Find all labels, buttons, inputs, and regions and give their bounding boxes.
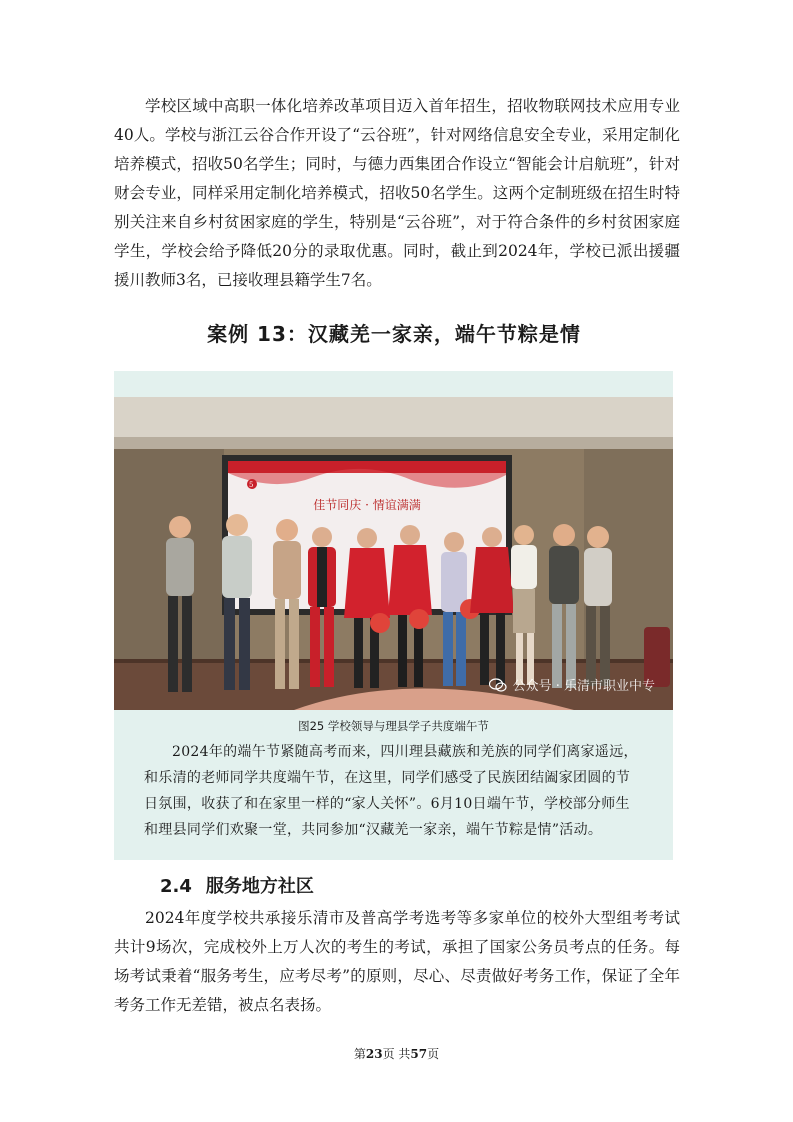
case-description: 2024年的端午节紧随高考而来，四川理县藏族和羌族的同学们离家遥远，和乐清的老师同学共度端午节，在这里，同学们感受了民族团结阖家团圆的节日氛围，收获了和在家里一样的“家人关怀”。6月10日端午节，学校部分师生和理县同学们欢聚一堂，共同参加“汉藏羌一家亲，端午节粽是情”活动。 (144, 744, 638, 838)
wechat-icon (489, 678, 507, 692)
section-heading (160, 872, 314, 898)
screen-badge: 5 (249, 481, 254, 489)
section-number: 2.4 (160, 876, 192, 897)
footer-page-number: 23 (365, 1047, 383, 1061)
footer-middle: 页 共 (382, 1047, 411, 1061)
intro-paragraph: 学校区域中高职一体化培养改革项目迈入首年招生，招收物联网技术应用专业40人。学校与浙江云谷合作开设了“云谷班”，针对网络信息安全专业，采用定制化培养模式，招收50名学生；同时，与德力西集团合作设立“智能会计启航班”，针对财会专业，同样采用定制化培养模式，招收50名学生。这两个定制班级在招生时特别关注来自乡村贫困家庭的学生，特别是“云谷班”，对于符合条件的乡村贫困家庭学生，学校会给予降低20分的录取优惠。同时，截止到2024年，学校已派出援疆援川教师3名，已接收理县籍学生7名。 (114, 97, 680, 289)
footer-total-pages: 57 (410, 1047, 428, 1061)
screen-title: 佳节同庆 · 情谊满满 (313, 498, 421, 512)
watermark-text: 公众号 · 乐清市职业中专 (512, 679, 655, 694)
service-paragraph: 2024年度学校共承接乐清市及普高学考选考等多家单位的校外大型组考考试共计9场次，完成校外上万人次的考生的考试，承担了国家公务员考点的任务。每场考试秉着“服务考生，应考尽考”的原则，尽心、尽责做好考务工作，保证了全年考务工作无差错，被点名表扬。 (114, 909, 680, 1014)
case-title: 案例 13：汉藏羌一家亲，端午节粽是情 (207, 322, 581, 346)
case-box (114, 371, 673, 860)
group-photo-illustration (114, 397, 673, 710)
figure-caption: 图25 学校领导与理县学子共度端午节 (298, 719, 489, 733)
footer-suffix: 页 (427, 1047, 440, 1061)
page-footer (0, 1045, 793, 1062)
footer-prefix: 第 (353, 1047, 366, 1061)
photo-watermark (489, 675, 655, 694)
event-photo (114, 397, 673, 710)
section-title: 服务地方社区 (205, 876, 314, 897)
